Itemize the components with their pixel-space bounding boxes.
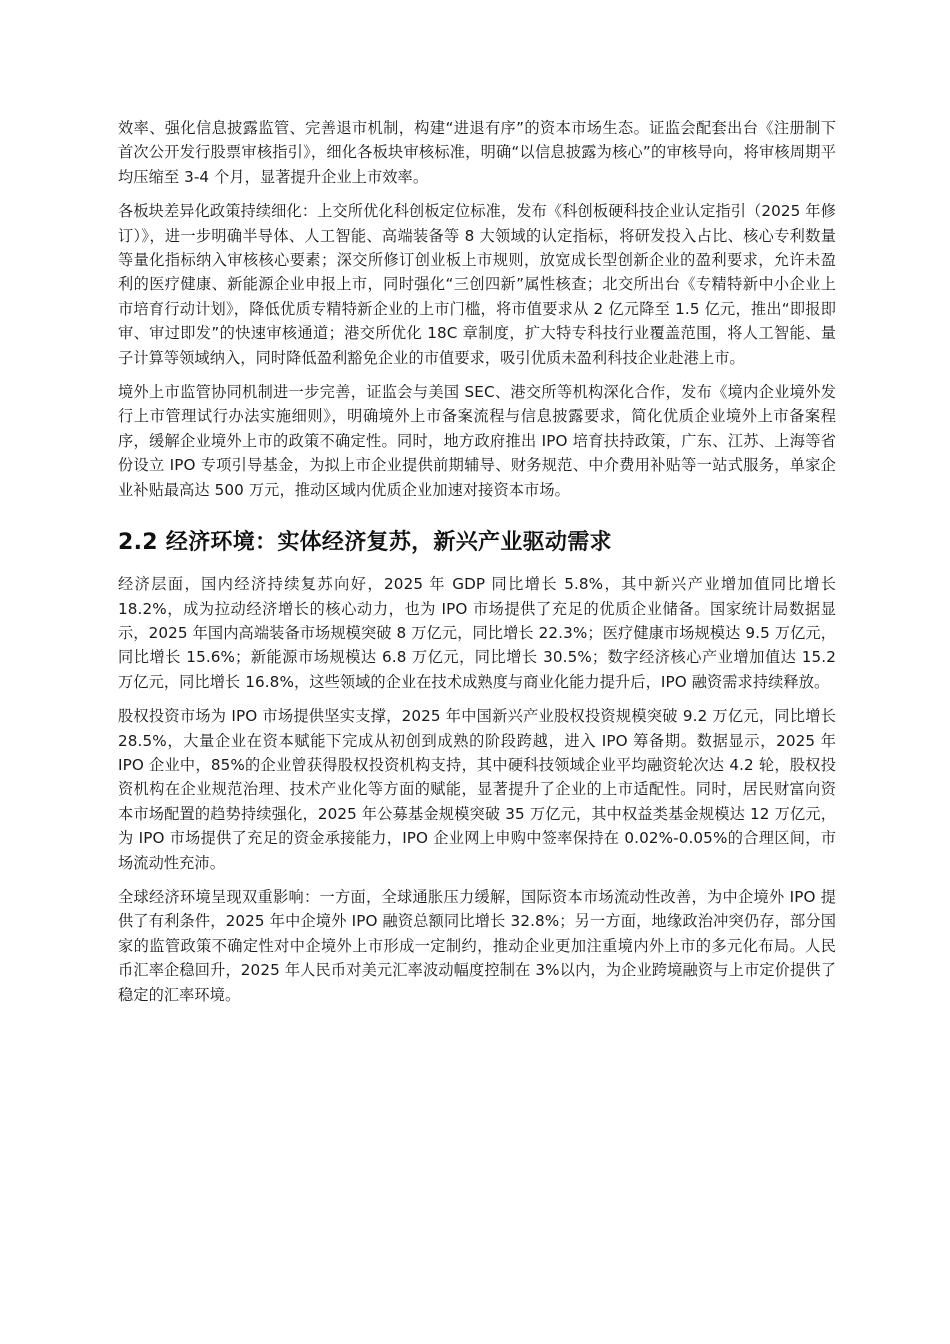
- body-paragraph: 股权投资市场为 IPO 市场提供坚实支撑，2025 年中国新兴产业股权投资规模突破 9.2 万亿元，同比增长 28.5%，大量企业在资本赋能下完成从初创到成熟的阶段跨越，进入 IPO 筹备期。数据显示，2025 年 IPO 企业中，85%的企业曾获得股权投资机构支持，其中硬科技领域企业平均融资轮次达 4.2 轮，股权投资机构在企业规范治理、技术产业化等方面的赋能，显著提升了企业的上市适配性。同时，居民财富向资本市场配置的趋势持续强化，2025 年公募基金规模突破 35 万亿元，其中权益类基金规模达 12 万亿元，为 IPO 市场提供了充足的资金承接能力，IPO 企业网上申购中签率保持在 0.02%-0.05%的合理区间，市场流动性充沛。: [118, 707, 836, 872]
- body-paragraph: 经济层面，国内经济持续复苏向好，2025 年 GDP 同比增长 5.8%，其中新兴产业增加值同比增长 18.2%，成为拉动经济增长的核心动力，也为 IPO 市场提供了充足的优质企业储备。国家统计局数据显示，2025 年国内高端装备市场规模突破 8 万亿元，同比增长 22.3%；医疗健康市场规模达 9.5 万亿元，同比增长 15.6%；新能源市场规模达 6.8 万亿元，同比增长 30.5%；数字经济核心产业增加值达 15.2 万亿元，同比增长 16.8%，这些领域的企业在技术成熟度与商业化能力提升后，IPO 融资需求持续释放。: [118, 575, 836, 691]
- body-paragraph: 全球经济环境呈现双重影响：一方面，全球通胀压力缓解，国际资本市场流动性改善，为中企境外 IPO 提供了有利条件，2025 年中企境外 IPO 融资总额同比增长 32.8%；另一方面，地缘政治冲突仍存，部分国家的监管政策不确定性对中企境外上市形成一定制约，推动企业更加注重境内外上市的多元化布局。人民币汇率企稳回升，2025 年人民币对美元汇率波动幅度控制在 3%以内，为企业跨境融资与上市定价提供了稳定的汇率环境。: [118, 887, 836, 1004]
- body-paragraph: 境外上市监管协同机制进一步完善，证监会与美国 SEC、港交所等机构深化合作，发布《境内企业境外发行上市管理试行办法实施细则》，明确境外上市备案流程与信息披露要求，简化优质企业境外上市备案程序，缓解企业境外上市的政策不确定性。同时，地方政府推出 IPO 培育扶持政策，广东、江苏、上海等省份设立 IPO 专项引导基金，为拟上市企业提供前期辅导、财务规范、中介费用补贴等一站式服务，单家企业补贴最高达 500 万元，推动区域内优质企业加速对接资本市场。: [118, 383, 836, 499]
- section-heading: 2.2 经济环境：实体经济复苏，新兴产业驱动需求: [118, 530, 612, 556]
- body-paragraph: 效率、强化信息披露监管、完善退市机制，构建“进退有序”的资本市场生态。证监会配套出台《注册制下首次公开发行股票审核指引》，细化各板块审核标准，明确“以信息披露为核心”的审核导向，将审核周期平均压缩至 3-4 个月，显著提升企业上市效率。: [118, 119, 836, 186]
- document-page: [118, 116, 836, 1017]
- body-paragraph: 各板块差异化政策持续细化：上交所优化科创板定位标准，发布《科创板硬科技企业认定指引（2025 年修订）》，进一步明确半导体、人工智能、高端装备等 8 大领域的认定指标，将研发投入占比、核心专利数量等量化指标纳入审核核心要素；深交所修订创业板上市规则，放宽成长型创新企业的盈利要求，允许未盈利的医疗健康、新能源企业申报上市，同时强化“三创四新”属性核查；北交所出台《专精特新中小企业上市培育行动计划》，降低优质专精特新企业的上市门槛，将市值要求从 2 亿元降至 1.5 亿元，推出“即报即审、审过即发”的快速审核通道；港交所优化 18C 章制度，扩大特专科技行业覆盖范围，将人工智能、量子计算等领域纳入，同时降低盈利豁免企业的市值要求，吸引优质未盈利科技企业赴港上市。: [118, 202, 836, 367]
